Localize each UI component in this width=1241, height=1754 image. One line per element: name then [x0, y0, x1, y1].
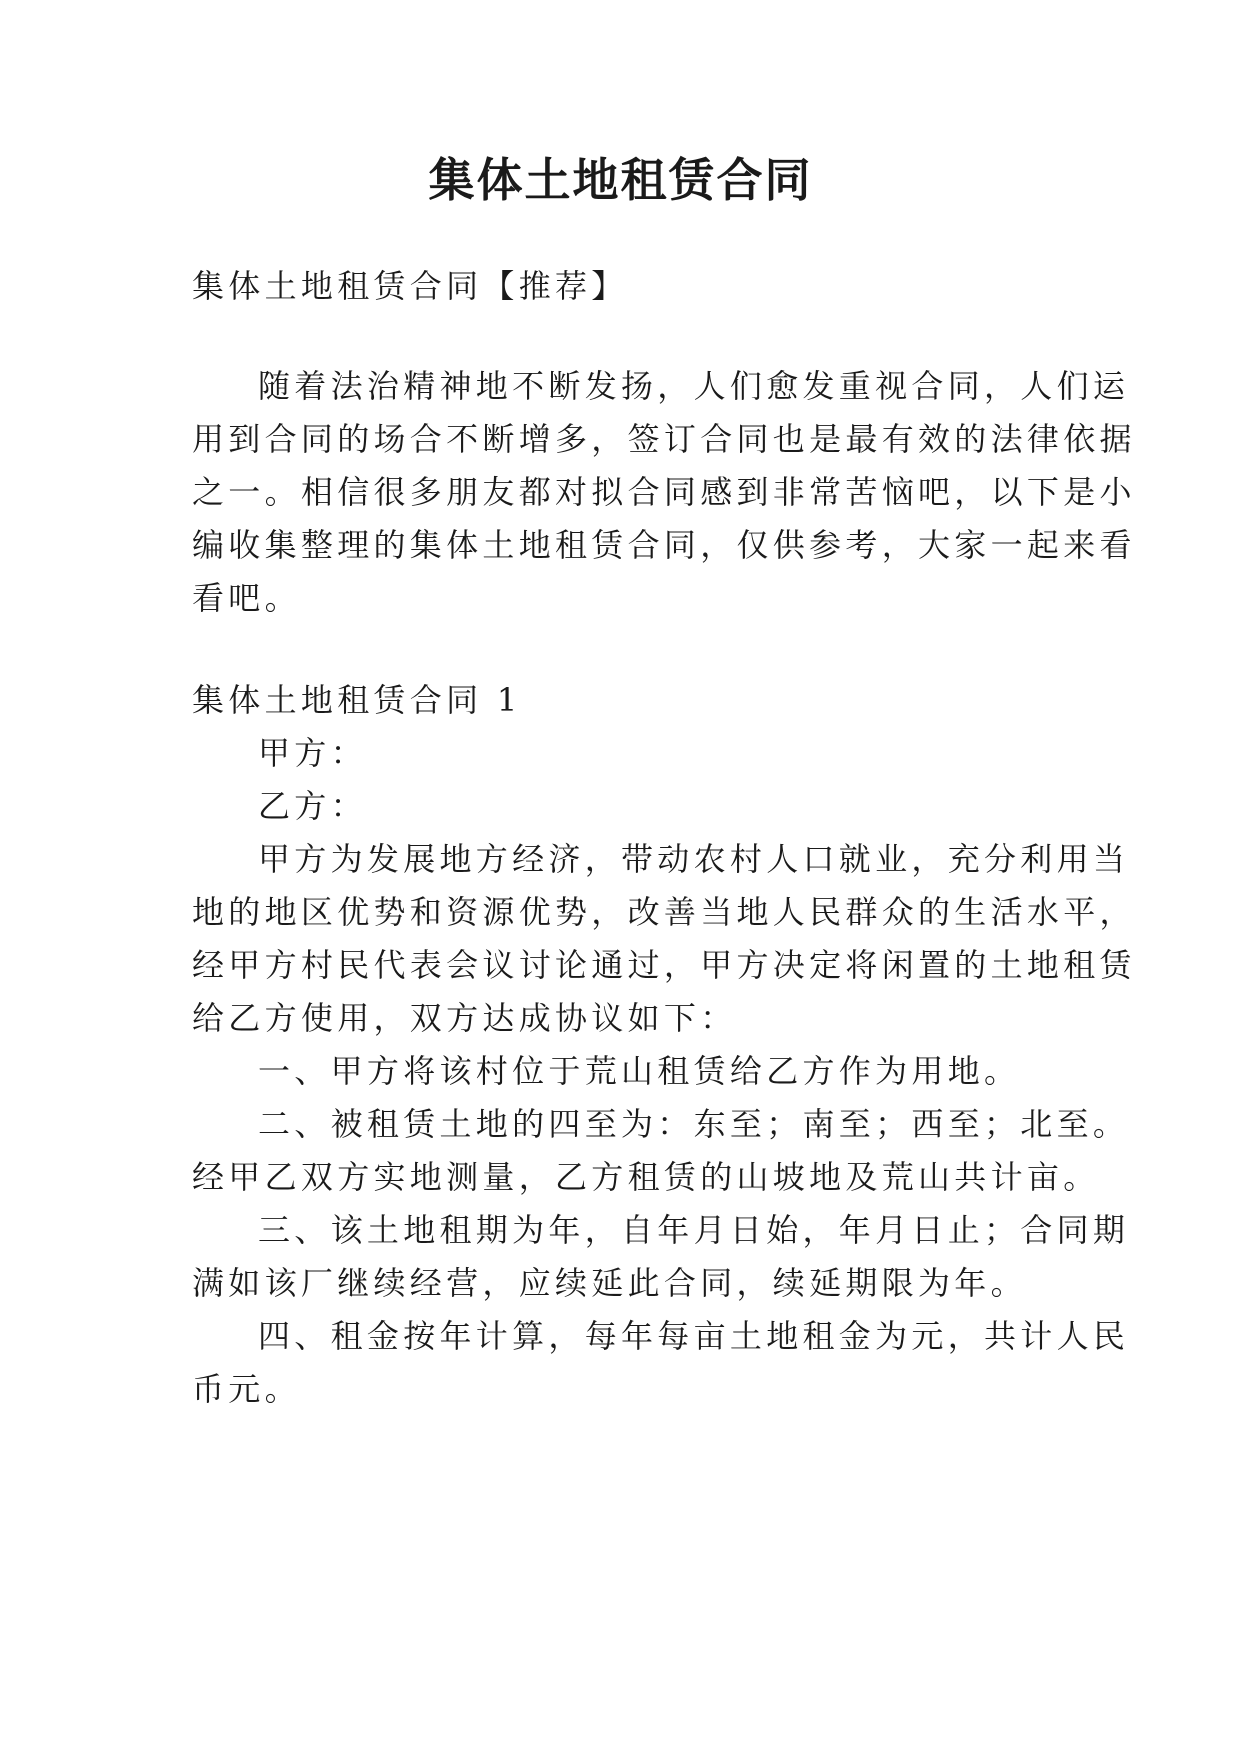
intro-line: 看吧。 [192, 579, 301, 617]
purpose-line: 地的地区优势和资源优势，改善当地人民群众的生活水平， [192, 893, 1136, 931]
clause-4-line: 币元。 [192, 1370, 301, 1408]
clause-1: 一、甲方将该村位于荒山租赁给乙方作为用地。 [258, 1052, 1021, 1090]
document-subtitle: 集体土地租赁合同【推荐】 [192, 267, 628, 305]
party-b-label: 乙方： [258, 787, 367, 825]
clause-4-line: 四、租金按年计算，每年每亩土地租金为元，共计人民 [258, 1317, 1130, 1355]
intro-line: 随着法治精神地不断发扬，人们愈发重视合同，人们运 [258, 367, 1130, 405]
clause-3-line: 三、该土地租期为年，自年月日始，年月日止；合同期 [258, 1211, 1130, 1249]
intro-line: 用到合同的场合不断增多，签订合同也是最有效的法律依据 [192, 420, 1136, 458]
purpose-line: 经甲方村民代表会议讨论通过，甲方决定将闲置的土地租赁 [192, 946, 1136, 984]
document-title: 集体土地租赁合同 [428, 153, 813, 207]
clause-3-line: 满如该厂继续经营，应续延此合同，续延期限为年。 [192, 1264, 1027, 1302]
intro-line: 编收集整理的集体土地租赁合同，仅供参考，大家一起来看 [192, 526, 1136, 564]
purpose-line: 给乙方使用，双方达成协议如下： [192, 999, 737, 1037]
clause-2-line: 二、被租赁土地的四至为：东至；南至；西至；北至。 [258, 1105, 1130, 1143]
clause-2-line: 经甲乙双方实地测量，乙方租赁的山坡地及荒山共计亩。 [192, 1158, 1100, 1196]
party-a-label: 甲方： [258, 734, 367, 772]
intro-line: 之一。相信很多朋友都对拟合同感到非常苦恼吧，以下是小 [192, 473, 1136, 511]
section-heading: 集体土地租赁合同 1 [192, 681, 522, 719]
purpose-line: 甲方为发展地方经济，带动农村人口就业，充分利用当 [258, 840, 1130, 878]
